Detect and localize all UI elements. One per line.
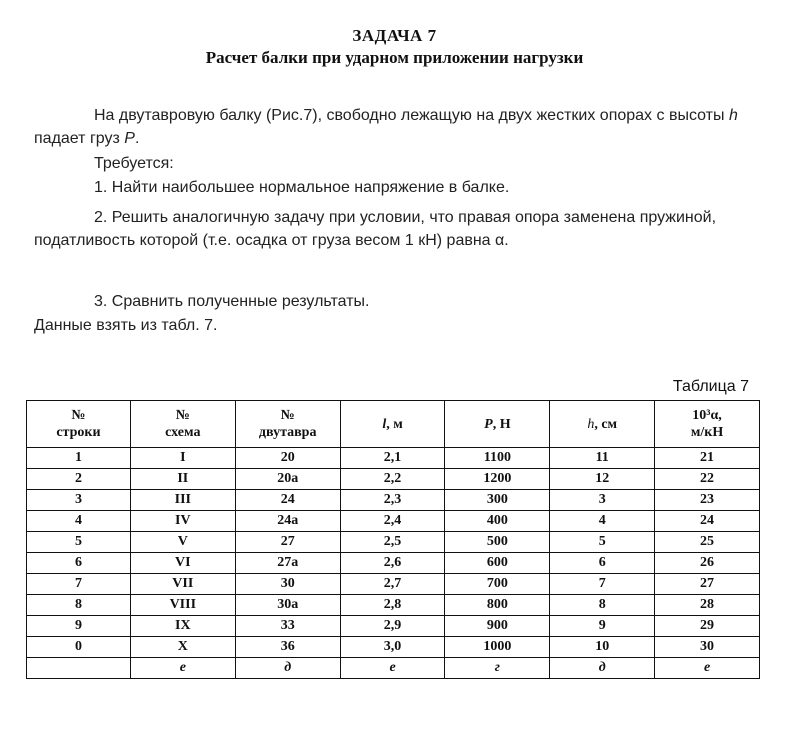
table-cell: 2,5 <box>340 532 445 553</box>
table-row <box>27 490 760 511</box>
table-cell: 2,7 <box>340 574 445 595</box>
table-footer-cell: д <box>550 658 655 679</box>
table-cell: 600 <box>445 553 550 574</box>
table-cell: 1200 <box>445 469 550 490</box>
table-cell: 27 <box>235 532 340 553</box>
table-cell: 24 <box>655 511 760 532</box>
table-cell: 20a <box>235 469 340 490</box>
table-cell: 30 <box>655 637 760 658</box>
paragraph-intro <box>34 104 754 150</box>
table-cell: 6 <box>550 553 655 574</box>
table-cell: 1000 <box>445 637 550 658</box>
symbol-h: h <box>728 107 738 124</box>
paragraph-required: Требуется: <box>94 155 174 172</box>
task-title: ЗАДАЧА 7 <box>352 26 437 45</box>
table-cell: VIII <box>130 595 235 616</box>
header-row-number: № строки <box>27 401 131 448</box>
table-cell: 2,2 <box>340 469 445 490</box>
table-row <box>27 637 760 658</box>
table-row <box>27 595 760 616</box>
table-cell: 4 <box>550 511 655 532</box>
header-alpha: 10³α, м/кН <box>655 401 760 448</box>
data-table <box>26 400 760 679</box>
table-cell: 5 <box>550 532 655 553</box>
table-cell: 7 <box>550 574 655 595</box>
header-length: l, м <box>340 401 445 448</box>
intro-text-b: падает груз <box>34 130 125 147</box>
table-cell: 29 <box>655 616 760 637</box>
table-cell: 300 <box>445 490 550 511</box>
table-cell: 700 <box>445 574 550 595</box>
table-cell: 2,1 <box>340 448 445 469</box>
table-cell: IX <box>130 616 235 637</box>
table-cell: 24 <box>235 490 340 511</box>
table-cell: 8 <box>550 595 655 616</box>
table-cell: 6 <box>27 553 131 574</box>
table-cell: 27a <box>235 553 340 574</box>
paragraph-data-source: Данные взять из табл. 7. <box>34 317 218 334</box>
task-subtitle: Расчет балки при ударном приложении нагрузки <box>205 48 584 67</box>
table-cell: 22 <box>655 469 760 490</box>
table-cell: 20 <box>235 448 340 469</box>
table-row <box>27 532 760 553</box>
table-cell: VII <box>130 574 235 595</box>
table-cell: 21 <box>655 448 760 469</box>
table-row <box>27 469 760 490</box>
table-cell: 3 <box>27 490 131 511</box>
intro-text-a: На двутавровую балку (Рис.7), свободно лежащую на двух жестких опорах с высоты <box>94 107 729 124</box>
table-cell: 27 <box>655 574 760 595</box>
paragraph-item-1: 1. Найти наибольшее нормальное напряжение в балке. <box>94 179 510 196</box>
table-cell: 12 <box>550 469 655 490</box>
table-cell: 2 <box>27 469 131 490</box>
table-footer-cell: е <box>340 658 445 679</box>
table-caption: Таблица 7 <box>672 378 749 395</box>
table-cell: 0 <box>27 637 131 658</box>
table-cell: 2,4 <box>340 511 445 532</box>
table-cell: 400 <box>445 511 550 532</box>
table-cell: 8 <box>27 595 131 616</box>
table-cell: 9 <box>27 616 131 637</box>
header-scheme: № схема <box>130 401 235 448</box>
table-cell: V <box>130 532 235 553</box>
paragraph-item-2: 2. Решить аналогичную задачу при условии, что правая опора заменена пружиной, податливость которой (т.е. осадка от груза весом 1 кН) равна α. <box>34 209 717 249</box>
table-cell: VI <box>130 553 235 574</box>
table-cell: 36 <box>235 637 340 658</box>
symbol-p: P <box>124 130 135 147</box>
table-header-row <box>27 401 760 448</box>
header-beam: № двутавра <box>235 401 340 448</box>
table-footer-cell <box>27 658 131 679</box>
table-cell: 3,0 <box>340 637 445 658</box>
table-cell: 33 <box>235 616 340 637</box>
table-cell: 30a <box>235 595 340 616</box>
table-cell: 1 <box>27 448 131 469</box>
table-cell: 2,6 <box>340 553 445 574</box>
table-cell: 3 <box>550 490 655 511</box>
table-cell: 2,3 <box>340 490 445 511</box>
table-cell: X <box>130 637 235 658</box>
table-cell: 26 <box>655 553 760 574</box>
paragraph-item-3: 3. Сравнить полученные результаты. <box>94 293 370 310</box>
table-cell: III <box>130 490 235 511</box>
table-cell: 1100 <box>445 448 550 469</box>
table-cell: 30 <box>235 574 340 595</box>
table-cell: 24a <box>235 511 340 532</box>
table-row <box>27 574 760 595</box>
table-cell: 10 <box>550 637 655 658</box>
table-cell: II <box>130 469 235 490</box>
header-height: h, см <box>550 401 655 448</box>
table-cell: 800 <box>445 595 550 616</box>
table-cell: 2,8 <box>340 595 445 616</box>
table-cell: 2,9 <box>340 616 445 637</box>
table-row <box>27 511 760 532</box>
table-cell: IV <box>130 511 235 532</box>
table-footer-cell: е <box>130 658 235 679</box>
table-footer-row <box>27 658 760 679</box>
table-cell: 9 <box>550 616 655 637</box>
table-cell: I <box>130 448 235 469</box>
table-cell: 5 <box>27 532 131 553</box>
table-footer-cell: е <box>655 658 760 679</box>
table-cell: 7 <box>27 574 131 595</box>
table-cell: 11 <box>550 448 655 469</box>
table-cell: 4 <box>27 511 131 532</box>
header-load: P, Н <box>445 401 550 448</box>
table-footer-cell: д <box>235 658 340 679</box>
intro-text-c: . <box>134 130 140 147</box>
table-cell: 500 <box>445 532 550 553</box>
table-row <box>27 553 760 574</box>
table-row <box>27 616 760 637</box>
table-cell: 900 <box>445 616 550 637</box>
table-cell: 23 <box>655 490 760 511</box>
table-cell: 25 <box>655 532 760 553</box>
table-row <box>27 448 760 469</box>
table-footer-cell: г <box>445 658 550 679</box>
table-cell: 28 <box>655 595 760 616</box>
